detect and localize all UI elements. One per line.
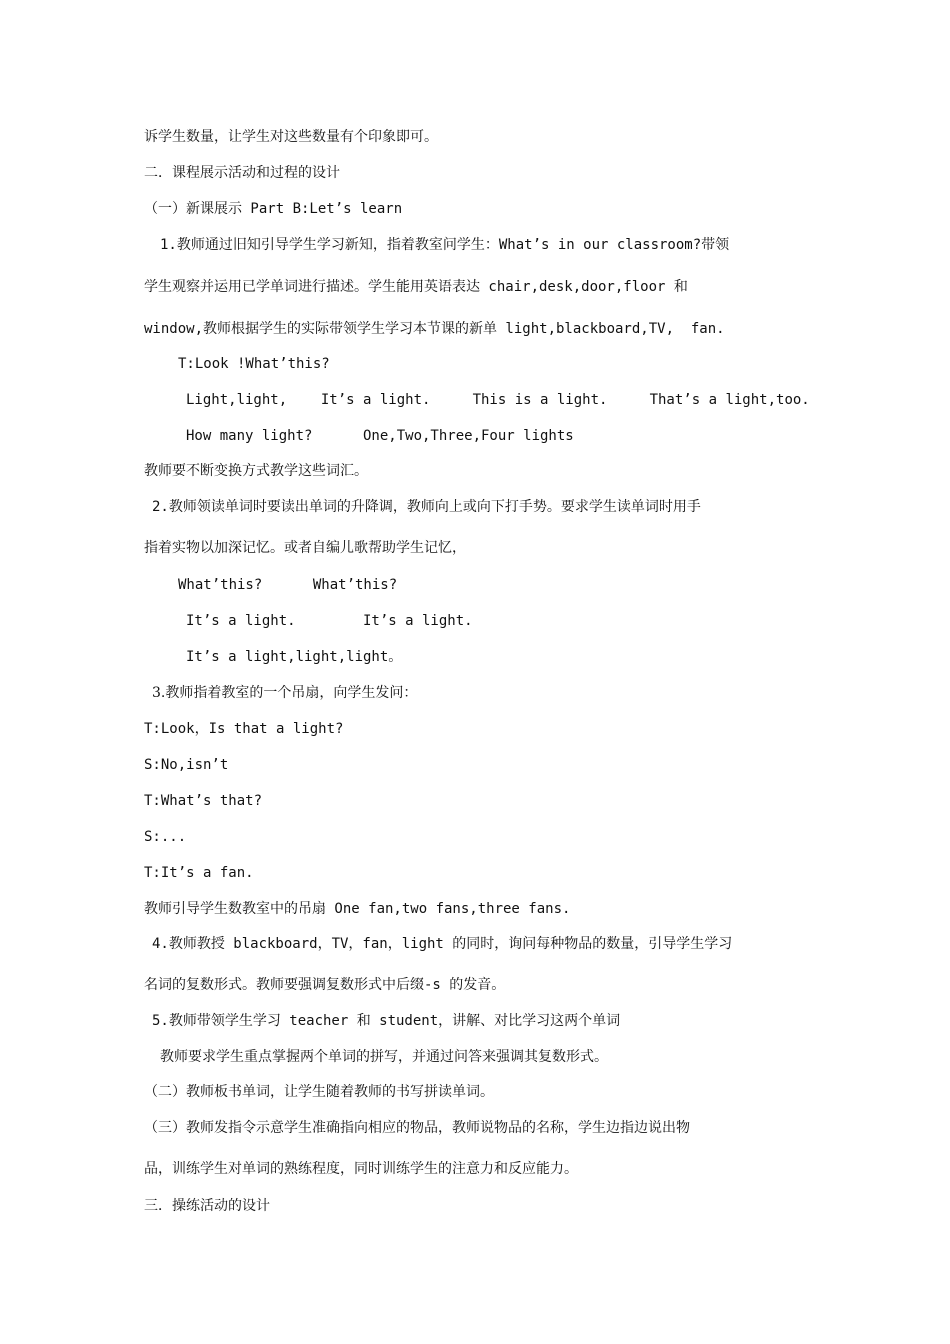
paragraph-line: 教师要不断变换方式教学这些词汇。 [144,463,368,479]
dialogue-line: S:... [144,829,187,845]
dialogue-line: How many light? One,Two,Three,Four lights [186,428,574,444]
dialogue-line: S:No,isn’t [144,757,229,773]
paragraph-line: 3.教师指着教室的一个吊扇，向学生发问： [152,685,418,701]
dialogue-line: Light,light, It’s a light. This is a light. That’s a light,too. [186,392,810,408]
paragraph-line: 品，训练学生对单词的熟练程度，同时训练学生的注意力和反应能力。 [144,1161,578,1177]
subsection-heading: （二）教师板书单词，让学生随着教师的书写拼读单词。 [144,1084,494,1100]
rhyme-line: It’s a light,light,light。 [186,649,403,665]
dialogue-line: T:Look，Is that a light? [144,721,344,737]
paragraph-line: 教师要求学生重点掌握两个单词的拼写，并通过问答来强调其复数形式。 [160,1049,608,1065]
paragraph-line: 名词的复数形式。教师要强调复数形式中后缀-s 的发音。 [144,977,506,993]
rhyme-line: What’this? What’this? [178,577,398,593]
paragraph-line: 2.教师领读单词时要读出单词的升降调，教师向上或向下打手势。要求学生读单词时用手 [152,499,701,515]
paragraph-line: 4.教师教授 blackboard，TV，fan，light 的同时，询问每种物品的数量，引导学生学习 [152,936,733,952]
dialogue-line: T:Look !What’this? [178,356,330,372]
rhyme-line: It’s a light. It’s a light. [186,613,473,629]
paragraph-line: 教师引导学生数教室中的吊扇 One fan,two fans,three fans. [144,901,571,917]
paragraph-line: window,教师根据学生的实际带领学生学习本节课的新单 light,blackboard,TV, fan. [144,321,725,337]
section-heading: 二．课程展示活动和过程的设计 [144,165,340,181]
paragraph-line: 5.教师带领学生学习 teacher 和 student，讲解、对比学习这两个单词 [152,1013,621,1029]
subsection-heading: （一）新课展示 Part B:Let’s learn [144,201,403,217]
dialogue-line: T:What’s that? [144,793,263,809]
paragraph-line: 指着实物以加深记忆。或者自编儿歌帮助学生记忆， [144,540,466,556]
paragraph-line: 1.教师通过旧知引导学生学习新知，指着教室问学生：What’s in our classroom?带领 [160,237,730,253]
subsection-heading: （三）教师发指令示意学生准确指向相应的物品，教师说物品的名称，学生边指边说出物 [144,1120,690,1136]
dialogue-line: T:It’s a fan. [144,865,254,881]
paragraph-line: 诉学生数量，让学生对这些数量有个印象即可。 [144,129,438,145]
section-heading: 三．操练活动的设计 [144,1198,270,1214]
paragraph-line: 学生观察并运用已学单词进行描述。学生能用英语表达 chair,desk,door,floor 和 [144,279,688,295]
